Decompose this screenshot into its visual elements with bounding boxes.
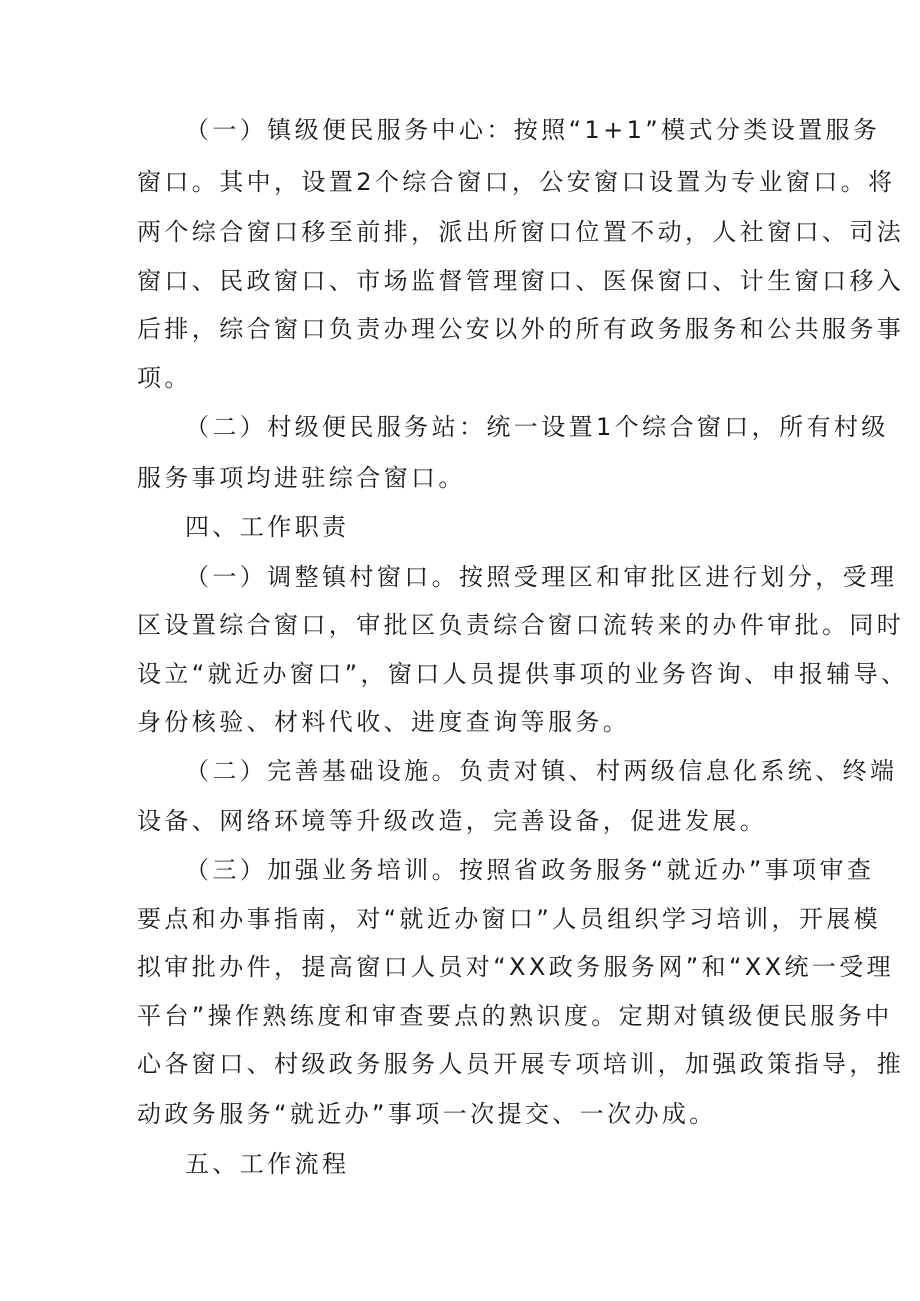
paragraph-1-line-1: （一）镇级便民服务中心：按照“1+1”模式分类设置服务 (185, 116, 881, 144)
paragraph-3-line-2: 区设置综合窗口，审批区负责综合窗口流转来的办件审批。同时 (137, 611, 905, 639)
paragraph-5-line-1: （三）加强业务培训。按照省政务服务“就近办”事项审查 (185, 856, 875, 884)
paragraph-5-line-3: 拟审批办件，提高窗口人员对“XX政务服务网”和“XX统一受理 (137, 953, 895, 981)
section-heading-4: 四、工作职责 (185, 513, 350, 541)
paragraph-2-line-1: （二）村级便民服务站：统一设置1个综合窗口，所有村级 (185, 413, 889, 441)
section-heading-5: 五、工作流程 (185, 1150, 350, 1178)
paragraph-2-line-2: 服务事项均进驻综合窗口。 (137, 464, 466, 492)
paragraph-1-line-5: 后排，综合窗口负责办理公安以外的所有政务服务和公共服务事 (137, 315, 905, 343)
paragraph-3-line-3: 设立“就近办窗口”，窗口人员提供事项的业务咨询、申报辅导、 (137, 660, 909, 688)
paragraph-4-line-1: （二）完善基础设施。负责对镇、村两级信息化系统、终端 (185, 757, 898, 785)
paragraph-5-line-5: 心各窗口、村级政务服务人员开展专项培训，加强政策指导，推 (137, 1050, 905, 1078)
paragraph-1-line-4: 窗口、民政窗口、市场监督管理窗口、医保窗口、计生窗口移入 (137, 267, 905, 295)
paragraph-3-line-1: （一）调整镇村窗口。按照受理区和审批区进行划分，受理 (185, 563, 898, 591)
paragraph-1-line-3: 两个综合窗口移至前排，派出所窗口位置不动，人社窗口、司法 (137, 218, 905, 246)
paragraph-5-line-2: 要点和办事指南，对“就近办窗口”人员组织学习培训，开展模 (137, 905, 882, 933)
paragraph-5-line-4: 平台”操作熟练度和审查要点的熟识度。定期对镇级便民服务中 (137, 1002, 893, 1030)
paragraph-3-line-4: 身份核验、材料代收、进度查询等服务。 (137, 708, 631, 736)
paragraph-1-line-6: 项。 (137, 364, 192, 392)
paragraph-4-line-2: 设备、网络环境等升级改造，完善设备，促进发展。 (137, 807, 768, 835)
paragraph-5-line-6: 动政务服务“就近办”事项一次提交、一次办成。 (137, 1100, 717, 1128)
paragraph-1-line-2: 窗口。其中，设置2个综合窗口，公安窗口设置为专业窗口。将 (137, 168, 896, 196)
